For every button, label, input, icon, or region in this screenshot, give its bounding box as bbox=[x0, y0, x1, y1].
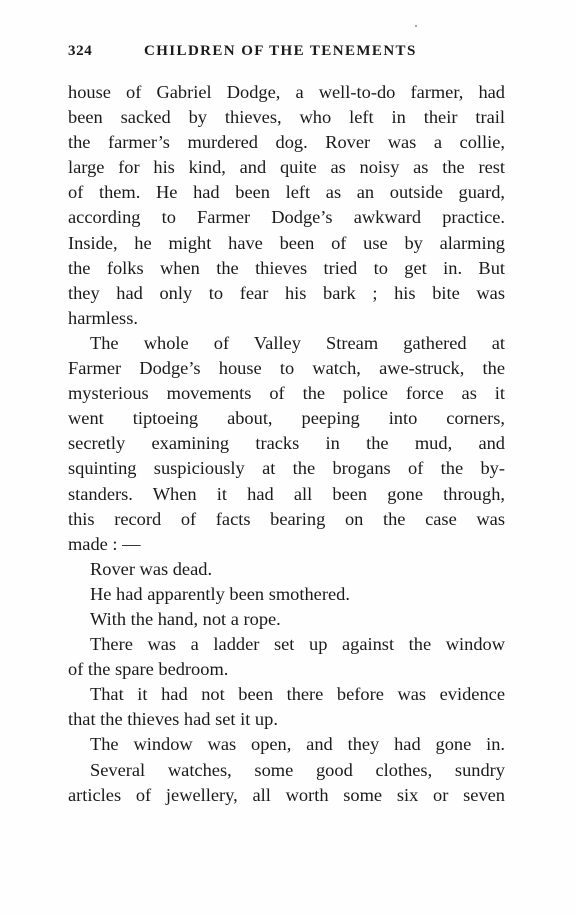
text-line: the farmer’s murdered dog. Rover was a collie, bbox=[68, 132, 505, 153]
text-line: this record of facts bearing on the case was bbox=[68, 508, 505, 529]
running-header bbox=[68, 43, 508, 65]
text-line: The whole of Valley Stream gathered at bbox=[90, 332, 505, 353]
text-line: The window was open, and they had gone in. bbox=[90, 734, 505, 755]
text-line: With the hand, not a rope. bbox=[90, 608, 281, 629]
text-line: articles of jewellery, all worth some six or seven bbox=[68, 784, 505, 805]
text-line: He had apparently been smothered. bbox=[90, 583, 350, 604]
ink-speck bbox=[415, 25, 417, 27]
text-line: harmless. bbox=[68, 307, 138, 328]
text-line: made : — bbox=[68, 533, 141, 554]
text-line: that the thieves had set it up. bbox=[68, 709, 278, 730]
text-line: Rover was dead. bbox=[90, 558, 213, 579]
body-text bbox=[68, 80, 505, 808]
text-line: according to Farmer Dodge’s awkward practice. bbox=[68, 207, 505, 228]
text-line: Farmer Dodge’s house to watch, awe-struck, the bbox=[68, 358, 505, 379]
text-line: of them. He had been left as an outside guard, bbox=[68, 182, 505, 203]
text-line: standers. When it had all been gone through, bbox=[68, 483, 505, 504]
text-line: went tiptoeing about, peeping into corners, bbox=[68, 408, 505, 429]
page-number: 324 bbox=[68, 43, 93, 59]
text-line: of the spare bedroom. bbox=[68, 659, 229, 680]
text-line: large for his kind, and quite as noisy as the rest bbox=[68, 157, 505, 178]
text-line: Inside, he might have been of use by alarming bbox=[68, 232, 505, 253]
text-line: been sacked by thieves, who left in their trail bbox=[68, 107, 505, 128]
text-line: That it had not been there before was evidence bbox=[90, 684, 505, 705]
running-title: CHILDREN OF THE TENEMENTS bbox=[144, 43, 417, 59]
text-line: house of Gabriel Dodge, a well-to-do farmer, had bbox=[68, 82, 505, 102]
text-line: mysterious movements of the police force as it bbox=[68, 383, 505, 404]
text-line: the folks when the thieves tried to get in. But bbox=[68, 257, 505, 278]
text-line: secretly examining tracks in the mud, and bbox=[68, 433, 505, 454]
text-line: Several watches, some good clothes, sundry bbox=[90, 759, 505, 780]
text-line: There was a ladder set up against the window bbox=[90, 634, 505, 655]
text-line: squinting suspiciously at the brogans of the by- bbox=[68, 458, 505, 479]
text-line: they had only to fear his bark ; his bite was bbox=[68, 282, 505, 303]
